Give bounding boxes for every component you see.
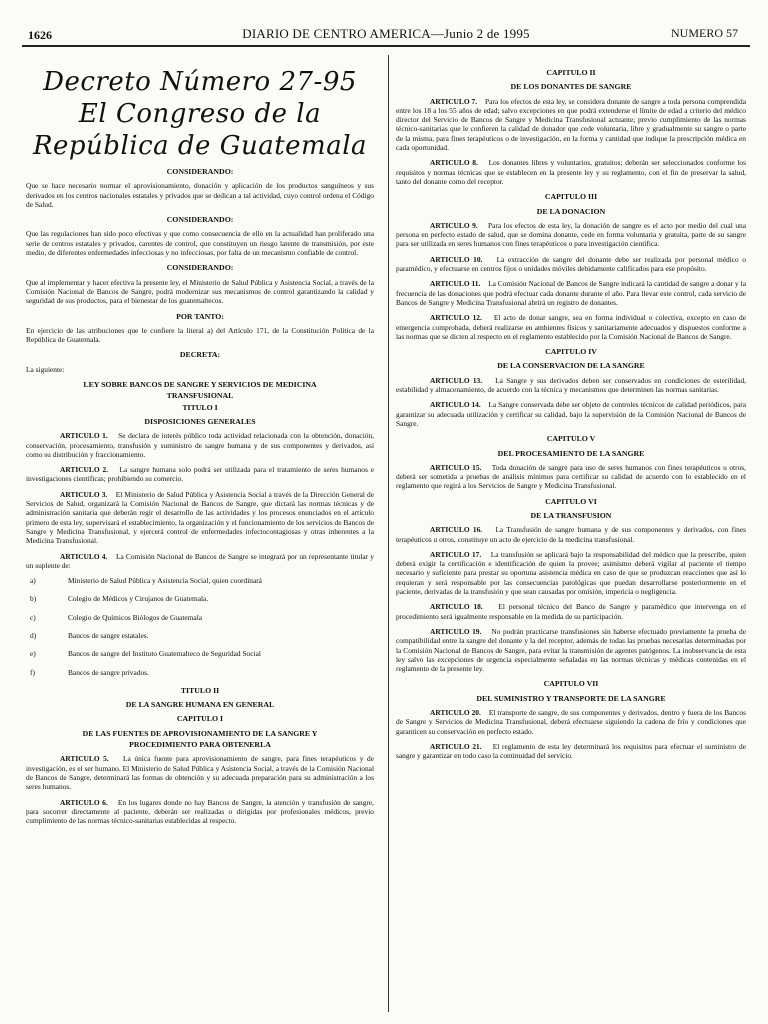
article-4 <box>26 552 374 571</box>
list-letter: b) <box>30 594 37 604</box>
capitulo-7-name: DEL SUMINISTRO Y TRANSPORTE DE LA SANGRE <box>476 693 666 703</box>
list-letter: a) <box>30 576 36 586</box>
list-item <box>26 668 374 677</box>
considerando-heading-1: CONSIDERANDO: <box>166 167 234 176</box>
la-siguiente: La siguiente: <box>26 364 65 374</box>
article-text: El transporte de sangre, de sus componentes y derivados, dentro y fuera de los Bancos de Sangre y Servicios de Medicina Transfusional, deberá efectuarse siguiendo la cadena de frío y condiciones que garanticen su conservación en perfecto estado. <box>396 708 746 736</box>
right-column <box>396 52 746 767</box>
capitulo-4-name: DE LA CONSERVACION DE LA SANGRE <box>497 361 645 371</box>
por-tanto-heading: POR TANTO: <box>176 311 224 321</box>
article-text: Toda donación de sangre para uso de seres humanos con fines terapéuticos u otros, deberá ser sometida a pruebas de análisis mínimos para certificar su calidad de acuerdo con lo establecido en el reglamento que regirá a los Servicios de Sangre y Medicina Transfusional. <box>396 462 746 491</box>
column-divider <box>388 55 389 1012</box>
capitulo-3-name: DE LA DONACION <box>536 206 606 216</box>
article-19 <box>396 627 746 673</box>
article-12 <box>396 313 746 341</box>
article-text: El reglamento de esta ley determinará los requisitos para efectuar el suministro de sangre y garantizar en todo caso la continuidad del servicio. <box>396 741 746 761</box>
article-label: ARTICULO 8. <box>430 158 478 168</box>
article-text: La Sangre y sus derivados deben ser conservados en condiciones de esterilidad, estabilidad y almacenamiento, de acuerdo con la técnica y mecanismos que determinen las normas sanitarias. <box>396 375 746 395</box>
article-text: Para los efectos de esta ley, se considera donante de sangre a toda persona comprendida entre los 18 a los 55 años de edad; salvo excepciones en que podrá extenderse el límite de edad a criterio del médico director del Servicio de Bancos de Sangre y Medicina Transfusional actuante; previo cumplimiento de las normas técnico-sanitarias que le confieren la calidad de donador que cede voluntaria, libre y gradualmente su sangre o parte de la misma, para fines terapéuticos o de investigación, en la forma y cantidad que indique la prescripción médica en cada oportunidad. <box>396 96 747 153</box>
article-label: ARTICULO 6. <box>60 797 108 807</box>
article-label: ARTICULO 18. <box>430 602 483 612</box>
article-label: ARTICULO 1. <box>60 431 108 441</box>
list-text: Bancos de sangre estatales. <box>68 630 149 640</box>
decree-title-line-3: República de Guatemala <box>32 131 368 161</box>
capitulo-5-name: DEL PROCESAMIENTO DE LA SANGRE <box>497 448 645 458</box>
article-label: ARTICULO 16. <box>430 525 483 535</box>
article-13 <box>396 376 746 395</box>
capitulo-4: CAPITULO IV <box>545 347 597 357</box>
capitulo-1-name-line-1: DE LAS FUENTES DE APROVISIONAMIENTO DE LA SANGRE Y <box>82 728 318 738</box>
article-label: ARTICULO 10. <box>430 254 483 264</box>
article-10 <box>396 255 746 274</box>
masthead: DIARIO DE CENTRO AMERICA—Junio 2 de 1995 <box>242 26 530 41</box>
article-17 <box>396 550 746 596</box>
titulo-2-name: DE LA SANGRE HUMANA EN GENERAL <box>125 700 275 710</box>
article-text: La Transfusión de sangre humana y de sus componentes y derivados, con fines terapéuticos u otros, constituye un acto de ejercicio de la medicina transfusional. <box>396 525 746 544</box>
article-label: ARTICULO 4. <box>60 551 108 561</box>
article-20 <box>396 708 746 736</box>
article-1 <box>26 431 374 459</box>
titulo-1: TITULO I <box>182 402 218 412</box>
list-text: Colegio de Médicos y Cirujanos de Guatemala. <box>68 594 209 604</box>
disposiciones-generales: DISPOSICIONES GENERALES <box>144 416 256 426</box>
article-text: El personal técnico del Banco de Sangre y paramédico que intervenga en el procedimiento será igualmente responsable en la medida de su participación. <box>396 602 747 621</box>
article-label: ARTICULO 12. <box>430 313 482 323</box>
list-text: Colegio de Químicos Biólogos de Guatemala <box>68 612 203 622</box>
list-item <box>26 613 374 622</box>
considerando-text-1: Que se hace necesario normar el aprovisionamiento, donación y aplicación de los productos sanguíneos y sus derivados en los centros nacionales estatales y privados que se dedican a tal actividad, cuyo control ordena el Código de Salud. <box>26 181 374 209</box>
considerando-heading-2: CONSIDERANDO: <box>166 215 234 225</box>
capitulo-6-name: DE LA TRANSFUSION <box>530 510 612 520</box>
list-letter: f) <box>30 667 35 677</box>
page-header <box>22 26 750 44</box>
article-text: La Comisión Nacional de Bancos de Sangre indicará la cantidad de sangre a donar y la frecuencia de las donaciones que podrá efectuar cada donante durante el año. Para llevar este control, cada servicio de Bancos de Sangre y Medicina Transfusional abrirá un registro de donantes. <box>396 279 747 307</box>
list-letter: c) <box>30 612 36 622</box>
article-label: ARTICULO 11. <box>430 279 481 289</box>
commission-members-list <box>26 576 374 677</box>
article-3 <box>26 490 374 546</box>
article-8 <box>396 158 746 186</box>
list-item <box>26 576 374 585</box>
list-text: Bancos de sangre privados. <box>68 667 149 677</box>
article-text: La sangre humana solo podrá ser utilizada para el tratamiento de seres humanos e investigaciones científicas; prohibiendo su comercio. <box>26 465 375 484</box>
article-9 <box>396 221 746 249</box>
article-label: ARTICULO 7. <box>430 96 478 106</box>
list-letter: d) <box>30 630 37 640</box>
article-label: ARTICULO 19. <box>430 626 482 636</box>
article-label: ARTICULO 15. <box>430 462 482 472</box>
titulo-2: TITULO II <box>180 685 220 695</box>
article-label: ARTICULO 14. <box>430 400 481 410</box>
article-label: ARTICULO 20. <box>430 708 481 718</box>
article-text: La extracción de sangre del donante debe ser realizada por personal médico o paramédico, y efectuarse en centros fijos o unidades móviles debidamente calificados para ese propósito. <box>396 254 746 274</box>
page-number: 1626 <box>28 28 52 42</box>
article-label: ARTICULO 13. <box>430 375 483 385</box>
considerando-text-3: Que al implementar y hacer efectiva la presente ley, el Ministerio de Salud Pública y Asistencia Social, a través de la Comisión Nacional de Bancos de Sangre, podrá modernizar sus mecanismos de control garantizando la calidad y seguridad de sus productos, para el bienestar de los guatemaltecos. <box>26 277 374 306</box>
article-text: El acto de donar sangre, sea en forma individual o colectiva, excepto en caso de emergencia comprobada, deberá realizarse en ambientes físicos y sanitariamente adecuados y dispuestos conforme a las normas que se dicten al respecto en el reglamento establecido por la Comisión Nacional de Bancos de Sangre. <box>396 313 746 341</box>
list-text: Bancos de sangre del Instituto Guatemalteco de Seguridad Social <box>68 649 261 659</box>
capitulo-6: CAPITULO VI <box>545 496 597 506</box>
article-label: ARTICULO 3. <box>60 489 108 499</box>
capitulo-1-name-line-2: PROCEDIMIENTO PARA OBTENERLA <box>129 740 271 750</box>
considerando-heading-3: CONSIDERANDO: <box>166 263 234 273</box>
article-label: ARTICULO 2. <box>60 465 108 475</box>
article-label: ARTICULO 17. <box>430 549 482 559</box>
list-letter: e) <box>30 649 36 659</box>
article-text: La Sangre conservada debe ser objeto de controles técnicos de calidad periódicos, para garantizar su adecuada utilización y certificar su calidad, bajo la supervisión de la Comisión Nacional de Bancos de Sangre. <box>396 400 746 428</box>
article-15 <box>396 463 746 491</box>
article-11 <box>396 279 746 307</box>
article-14 <box>396 400 746 428</box>
article-label: ARTICULO 9. <box>430 220 478 230</box>
article-text: Se declara de interés público toda actividad relacionada con la obtención, donación, conservación, procesamiento, transfusión y suministro de sangre humana y de sus componentes y derivados, así como su distribución y fraccionamiento. <box>26 431 374 459</box>
decree-title-line-1: Decreto Número 27-95 <box>43 67 357 97</box>
article-text: Para los efectos de esta ley, la donación de sangre es el acto por medio del cual una persona en perfecto estado de salud, que se domina donante, cede en forma voluntaria y gratuita, parte de su sangre para ser utilizada en seres humanos con fines terapéuticos o para investigación científica. <box>396 220 747 249</box>
capitulo-5: CAPITULO V <box>546 434 596 444</box>
decree-title-line-2: El Congreso de la <box>78 99 322 129</box>
capitulo-1: CAPITULO I <box>176 714 224 724</box>
header-rule <box>22 45 750 47</box>
issue-number: NUMERO 57 <box>670 26 738 40</box>
law-title-line-2: TRANSFUSIONAL <box>166 391 234 401</box>
article-text: La transfusión se aplicará bajo la responsabilidad del médico que la prescribe, quien deberá exigir la certificación e identificación de quien la provee; asimismo deberá vigilar al paciente el tiempo necesario y suficiente para prestar su oportuna asistencia médica en caso de que se produzcan reacciones que así lo requieran y será responsable por las consecuencias patológicas que puedan desarrollarse posteriormente en el paciente, derivadas de la transfusión y que sean causadas por omisión, impericia o negligencia. <box>396 549 747 597</box>
article-7 <box>396 97 746 153</box>
article-text: Los donantes libres y voluntarios, gratuitos; deberán ser seleccionados conforme los requisitos y normas técnicas que se establecen en la presente ley y su reglamento, con el fin de preservar la salud, tanto del donante como del receptor. <box>396 158 746 186</box>
capitulo-2-name: DE LOS DONANTES DE SANGRE <box>510 82 632 92</box>
decreta-heading: DECRETA: <box>179 350 221 360</box>
left-column <box>26 52 374 831</box>
article-16 <box>396 525 746 544</box>
capitulo-7: CAPITULO VII <box>543 679 599 689</box>
article-5 <box>26 754 374 791</box>
article-6 <box>26 798 374 826</box>
article-text: La única fuente para aprovisionamiento de sangre, para fines terapéuticos y de investigación, es el ser humano. El Ministerio de Salud Pública y Asistencia Social, a través de la Comisión Nacional de Bancos de Sangre, determinará las formas de obtención y su adecuada preparación para su administración a los seres humanos. <box>26 754 374 792</box>
article-text: El Ministerio de Salud Pública y Asistencia Social a través de la Dirección General de Servicios de Salud, organizará la Comisión Nacional de Bancos de Sangre, que dictará las normas técnicas y de administración sanitaria que deberán regir el desarrollo de las actividades y los procesos enunciados en el artículo primero de esta ley, supervisará el establecimiento, la organización y el funcionamiento de los servicios de Bancos de Sangre y Medicina Transfusional, y ejercerá control de enfermedades infectocontagiosas y otras inherentes a la Medicina Transfusional. <box>26 489 374 546</box>
article-label: ARTICULO 5. <box>60 754 109 764</box>
article-text: La Comisión Nacional de Bancos de Sangre se integrará por un representante titular y un suplente de: <box>26 551 374 570</box>
article-21 <box>396 742 746 761</box>
list-item <box>26 594 374 603</box>
law-title-line-1: LEY SOBRE BANCOS DE SANGRE Y SERVICIOS DE MEDICINA <box>83 380 317 390</box>
article-text: En los lugares donde no hay Bancos de Sangre, la atención y transfusión de sangre, para socorrer directamente al paciente, deberán ser realizadas o dirigidas por profesionales médicos, previo cumplimiento de las normas técnico-sanitarias establecidas al respecto. <box>26 797 374 826</box>
article-2 <box>26 465 374 484</box>
capitulo-3: CAPITULO III <box>544 192 598 202</box>
list-item <box>26 649 374 658</box>
article-label: ARTICULO 21. <box>430 741 482 751</box>
list-item <box>26 631 374 640</box>
article-18 <box>396 602 746 621</box>
considerando-text-2: Que las regulaciones han sido poco efectivas y que como consecuencia de ello en la actualidad han proliferado una serie de centros estatales y privados, carentes de control, que constituyen un riesgo latente de transmisión, por este medio, de diferentes enfermedades infecciosas y no infecciosas, por falta de un mecanismo confiable de control. <box>26 229 374 258</box>
capitulo-2: CAPITULO II <box>546 68 596 77</box>
article-text: No podrán practicarse transfusiones sin haberse efectuado previamente la prueba de compatibilidad entre la sangre del donante y la del receptor, además de todas las pruebas necesarias determinadas por la Comisión Nacional de Bancos de Sangre, para evitar la transmisión de agentes patógenos. La inobservancia de esta ley salvo las excepciones de urgencia especialmente señaladas en las normas técnicas y médicas contenidas en el reglamento de la presente ley. <box>396 626 747 674</box>
list-text: Ministerio de Salud Pública y Asistencia Social, quien coordinará <box>68 576 262 586</box>
por-tanto-text: En ejercicio de las atribuciones que le confiere la literal a) del Artículo 171, de la Constitución Política de la República de Guatemala. <box>26 325 374 345</box>
